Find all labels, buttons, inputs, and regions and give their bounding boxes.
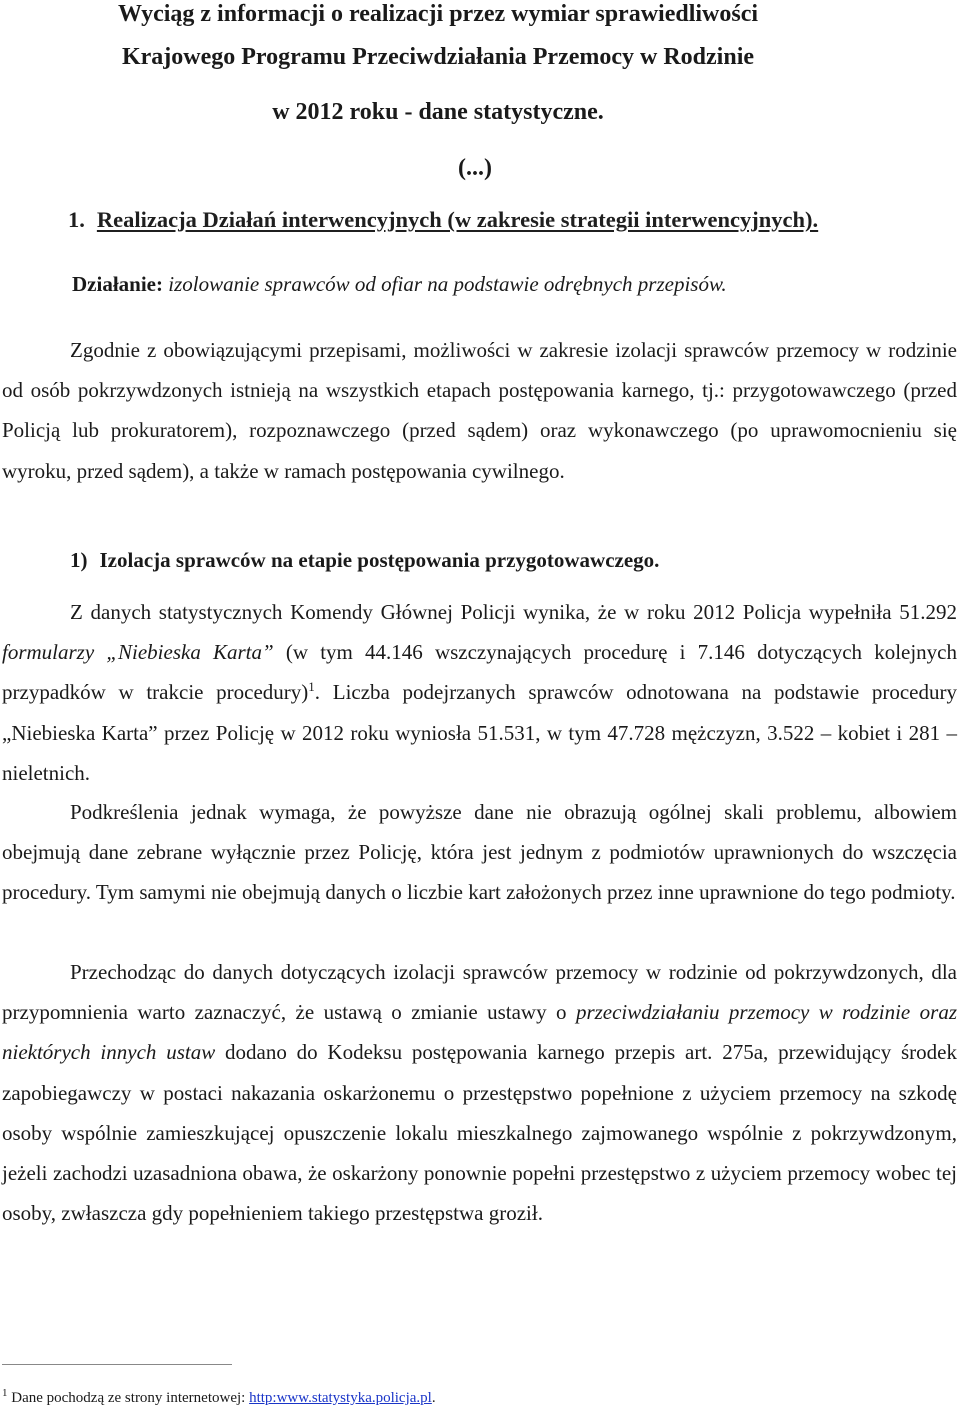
section-number: 1.: [68, 207, 85, 232]
section-heading: [68, 207, 818, 233]
footnote-text: Dane pochodzą ze strony internetowej:: [7, 1390, 250, 1406]
subsection-number: 1): [70, 548, 88, 572]
footnote-link[interactable]: http:www.statystyka.policja.pl: [249, 1390, 432, 1406]
paragraph-2-part-1: Z danych statystycznych Komendy Głównej Policji wynika, że w roku 2012 Policja wypełniła 51.292: [70, 600, 957, 624]
paragraph-2: [2, 592, 957, 793]
footnote-reference[interactable]: 1: [308, 679, 315, 695]
subsection-title: Izolacja sprawców na etapie postępowania przygotowawczego.: [99, 548, 660, 572]
omission-marker: (...): [458, 155, 492, 181]
subsection-heading: [70, 548, 659, 573]
footnote-mark: 1: [2, 1387, 8, 1399]
paragraph-2-italic: formularzy „Niebieska Karta”: [2, 640, 274, 665]
footnote-divider: [2, 1364, 232, 1365]
document-title-line-1: Wyciąg z informacji o realizacji przez wymiar sprawiedliwości: [117, 1, 759, 27]
paragraph-2-part-3: . Liczba podejrzanych sprawców odnotowana na podstawie procedury „Niebieska Karta” przez Policję w 2012 roku wyniosła 51.531, w tym 47.728 mężczyzn, 3.522 – kobiet i 281 – nieletnich.: [2, 680, 957, 785]
action-line: [72, 272, 727, 297]
paragraph-1: Zgodnie z obowiązującymi przepisami, możliwości w zakresie izolacji sprawców przemocy w rodzinie od osób pokrzywdzonych istnieją na wszystkich etapach postępowania karnego, tj.: przygotowawczego (przed Policją lub prokuratorem), rozpoznawczego (przed sądem) oraz wykonawczego (po uprawomocnieniu się wyroku, przed sądem), a także w ramach postępowania cywilnego.: [2, 338, 957, 483]
paragraph-3: Podkreślenia jednak wymaga, że powyższe dane nie obrazują ogólnej skali problemu, albowiem obejmują dane zebrane wyłącznie przez Policję, która jest jednym z podmiotów uprawnionych do wszczęcia procedury. Tym samymi nie obejmują danych o liczbie kart założonych przez inne uprawnione do tego podmioty.: [2, 800, 957, 905]
action-text: izolowanie sprawców od ofiar na podstawie odrębnych przepisów.: [168, 272, 727, 296]
footnote: [2, 1387, 436, 1407]
paragraph-4-part-1: Przechodząc do danych dotyczących izolacji sprawców przemocy w rodzinie od pokrzywdzonych, dla przypomnienia warto zaznaczyć, że ustawą o zmianie ustawy o: [2, 960, 957, 1025]
paragraph-2-part-2: (w tym 44.146 wszczynających procedurę i 7.146 dotyczących kolejnych przypadków w trakcie procedury): [2, 640, 958, 705]
document-title-line-3: w 2012 roku - dane statystyczne.: [272, 99, 604, 125]
paragraph-4-italic: przeciwdziałaniu przemocy w rodzinie oraz niektórych innych ustaw: [2, 1000, 957, 1065]
section-title: Realizacja Działań interwencyjnych (w zakresie strategii interwencyjnych).: [96, 207, 819, 232]
action-label: Działanie:: [72, 272, 163, 296]
footnote-end: .: [431, 1390, 436, 1406]
document-title-line-2: Krajowego Programu Przeciwdziałania Przemocy w Rodzinie: [121, 44, 755, 70]
paragraph-4: [2, 952, 957, 1233]
paragraph-4-part-2: dodano do Kodeksu postępowania karnego przepis art. 275a, przewidujący środek zapobiegawczy w postaci nakazania oskarżonemu o przestępstwo popełnione z użyciem przemocy na szkodę osoby wspólnie zamieszkującej opuszczenie lokalu mieszkalnego zajmowanego wspólnie z pokrzywdzonym, jeżeli zachodzi uzasadniona obawa, że oskarżony ponownie popełni przestępstwo z użyciem przemocy wobec tej osoby, zwłaszcza gdy popełnieniem takiego przestępstwa groził.: [2, 1040, 957, 1226]
